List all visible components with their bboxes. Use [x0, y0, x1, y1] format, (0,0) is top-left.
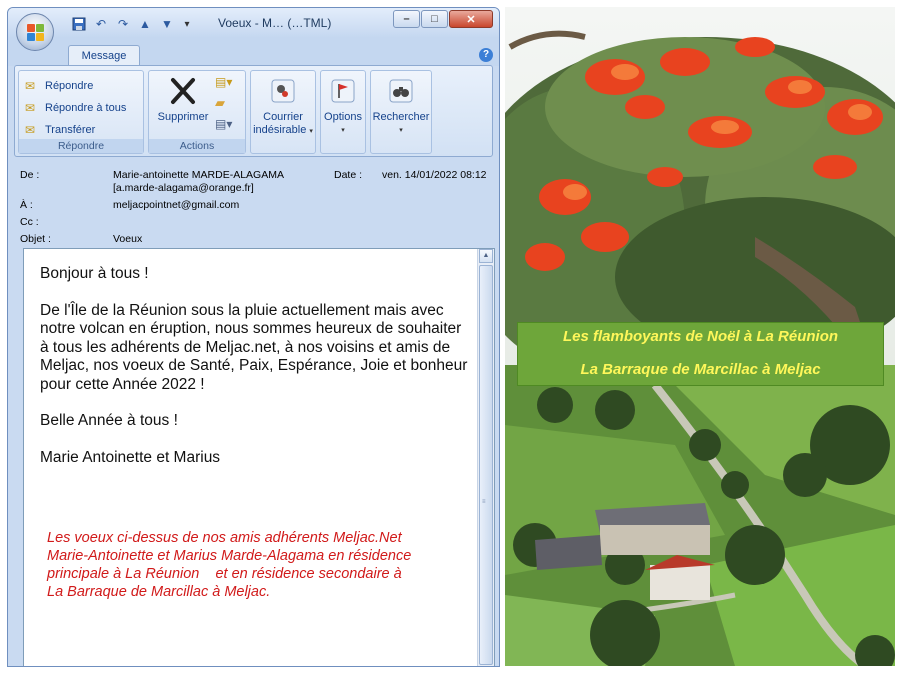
options-label: Options [324, 111, 362, 123]
junk-mail-icon [266, 75, 300, 107]
countryside-house-photo [505, 365, 895, 666]
caption-line-1: Les flamboyants de Noël à La Réunion [562, 328, 839, 345]
options-button[interactable] [321, 75, 365, 137]
note-line-2: Marie-Antoinette et Marius Marde-Alagama en résidence [47, 548, 412, 564]
reply-label: Répondre [45, 80, 94, 92]
from-email[interactable]: [a.marde-alagama@orange.fr] [113, 182, 254, 194]
next-item-icon[interactable]: ▼ [161, 17, 173, 31]
other-actions-icon[interactable]: ▤▾ [215, 117, 233, 131]
note-line-4: La Barraque de Marcillac à Meljac. [47, 584, 271, 600]
delete-icon [166, 75, 200, 107]
search-button[interactable] [371, 75, 431, 137]
message-header [20, 163, 495, 248]
window-title: Voeux - M… (…TML) [218, 16, 332, 30]
scroll-up-icon[interactable]: ▲ [479, 249, 493, 263]
binoculars-icon [384, 75, 418, 107]
folder-icon[interactable]: ▰ [215, 95, 225, 110]
office-logo-icon [27, 24, 45, 42]
flag-icon [326, 75, 360, 107]
reply-all-icon: ✉ [25, 101, 36, 115]
from-name[interactable]: Marie-antoinette MARDE-ALAGAMA [113, 169, 284, 181]
reply-group-label: Répondre [19, 139, 143, 153]
from-label: De : [20, 169, 40, 181]
junk-mail-button[interactable] [251, 75, 315, 138]
move-icon[interactable]: ▤▾ [215, 75, 233, 89]
scrollbar[interactable] [477, 249, 494, 667]
window-controls [393, 10, 493, 28]
subject-label: Objet : [20, 233, 51, 245]
reply-all-label: Répondre à tous [45, 102, 127, 114]
delete-button[interactable] [153, 75, 213, 124]
chevron-down-icon: ▾ [399, 127, 403, 134]
actions-group [148, 70, 246, 154]
search-group [370, 70, 432, 154]
close-icon[interactable]: ✕ [449, 10, 493, 28]
to-label: À : [20, 199, 33, 211]
cc-label: Cc : [20, 216, 39, 228]
junk-mail-label-2: indésirable [253, 124, 307, 136]
redo-icon[interactable]: ↷ [117, 17, 129, 31]
red-note [47, 529, 467, 601]
wish-line: Belle Année à tous ! [40, 412, 178, 429]
body-paragraph: De l'Île de la Réunion sous la pluie actuellement mais avec notre volcan en éruption, nous sommes heureux de souhaiter à tous les adhérents de Meljac.net, à nos voisins et amis de Meljac, nos voeux de Santé, Paix, Espérance, Joie et bonheur pour cette Année 2022 ! [40, 301, 468, 393]
maximize-icon[interactable]: □ [421, 10, 448, 28]
message-text [40, 265, 470, 485]
scroll-grip-icon: ≡ [482, 499, 486, 505]
minimize-icon[interactable]: – [393, 10, 420, 28]
forward-icon: ✉ [25, 123, 36, 137]
ribbon [14, 65, 493, 157]
tab-message[interactable]: Message [68, 45, 140, 67]
ribbon-tab-row [8, 38, 499, 66]
title-bar [8, 8, 499, 38]
search-label: Rechercher [372, 111, 430, 123]
reply-all-button[interactable] [25, 98, 126, 118]
greeting: Bonjour à tous ! [40, 265, 149, 282]
actions-group-label: Actions [149, 139, 245, 153]
caption-line-2: La Barraque de Marcillac à Meljac [580, 361, 821, 378]
note-line-3: principale à La Réunion et en résidence secondaire à [47, 566, 402, 582]
scroll-thumb[interactable] [479, 265, 493, 665]
date-value: ven. 14/01/2022 08:12 [382, 169, 487, 181]
message-body[interactable] [23, 248, 495, 667]
photo-caption [517, 322, 884, 386]
subject-value: Voeux [113, 233, 143, 245]
forward-button[interactable] [25, 120, 95, 140]
help-icon[interactable]: ? [479, 48, 493, 62]
undo-icon[interactable]: ↶ [95, 17, 107, 31]
delete-label: Supprimer [157, 111, 209, 123]
junk-group [250, 70, 316, 154]
options-group [320, 70, 366, 154]
reply-icon: ✉ [25, 79, 36, 93]
reply-group [18, 70, 144, 154]
email-window [7, 7, 500, 667]
quick-access-toolbar [60, 14, 194, 34]
signature: Marie Antoinette et Marius [40, 448, 221, 466]
junk-mail-label-1: Courrier [263, 111, 303, 123]
office-button[interactable] [16, 13, 54, 51]
save-icon[interactable] [70, 15, 88, 33]
flamboyant-tree-photo [505, 7, 895, 365]
reply-button[interactable] [25, 76, 93, 96]
date-label: Date : [334, 169, 363, 181]
chevron-down-icon: ▾ [309, 128, 313, 135]
note-line-1: Les voeux ci-dessus de nos amis adhérents Meljac.Net [47, 530, 402, 546]
customize-toolbar-icon[interactable]: ▾ [184, 18, 190, 30]
previous-item-icon[interactable]: ▲ [139, 17, 151, 31]
chevron-down-icon: ▾ [341, 127, 345, 134]
to-value[interactable]: meljacpointnet@gmail.com [113, 199, 240, 211]
forward-label: Transférer [45, 124, 96, 136]
